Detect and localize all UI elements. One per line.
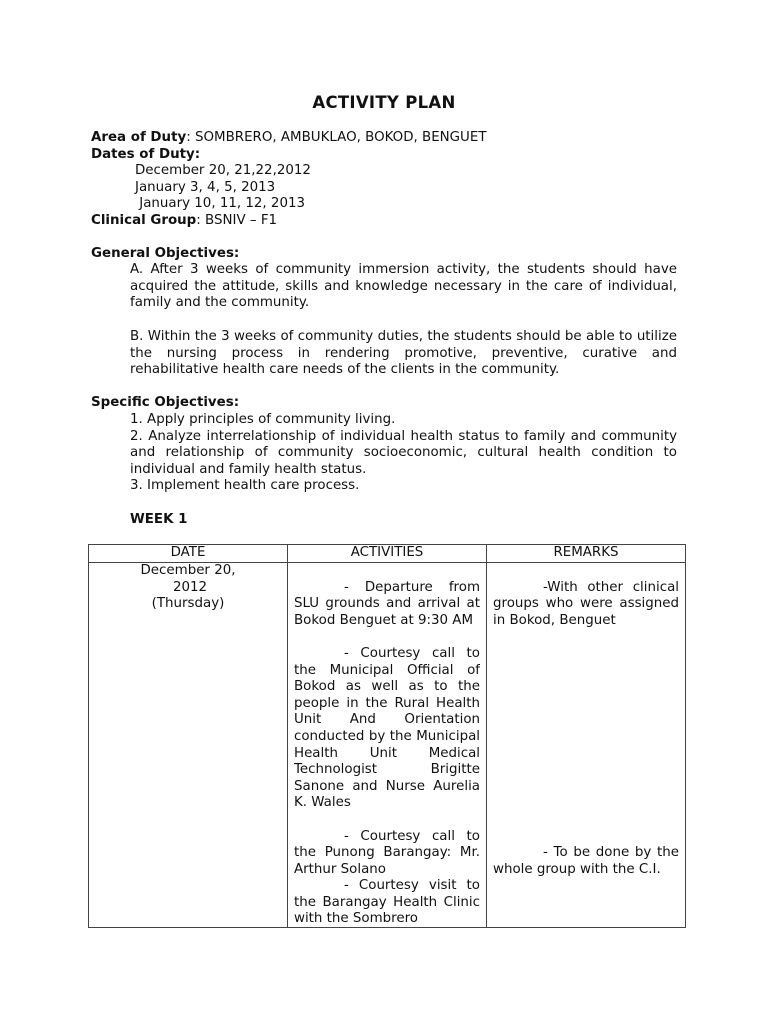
date-item: January 3, 4, 5, 2013 (135, 179, 276, 195)
activities-cell (288, 563, 487, 928)
dates-list (135, 163, 311, 213)
specific-objectives-label: Specific Objectives: (91, 395, 240, 410)
activity-item: - Courtesy call to the Municipal Official of Bokod as well as to the people in the Rural Health Unit And Orientation conducted by the Municipal Health Unit Medical Technologist Brigitte Sanone and Nurse Aurelia K. Wales (294, 645, 480, 811)
activity-item: - Courtesy call to the Punong Barangay: Mr. Arthur Solano (294, 828, 480, 877)
general-objectives-label: General Objectives: (91, 246, 240, 261)
dates-label: Dates of Duty: (91, 147, 201, 162)
date-line: 2012 (173, 579, 208, 595)
header-remarks: REMARKS (487, 545, 686, 563)
group-label: Clinical Group (91, 213, 197, 228)
specific-objectives-list (130, 412, 677, 495)
activity-table (88, 544, 686, 928)
remark-item: - To be done by the whole group with the C.I. (493, 845, 679, 877)
header-activities: ACTIVITIES (288, 545, 487, 563)
table-row (89, 563, 686, 928)
general-objective-b: B. Within the 3 weeks of community duties, the students should be able to utilize the nursing process in rendering promotive, preventive, curative and rehabilitative health care needs of the clients in the community. (130, 329, 677, 378)
remark-item: -With other clinical groups who were assigned in Bokod, Benguet (493, 579, 679, 628)
date-item: January 10, 11, 12, 2013 (135, 196, 306, 212)
date-item: December 20, 21,22,2012 (135, 163, 311, 178)
week-heading: WEEK 1 (130, 512, 188, 527)
area-value: : SOMBRERO, AMBUKLAO, BOKOD, BENGUET (186, 130, 487, 145)
date-cell (89, 563, 288, 928)
general-objective-a: A. After 3 weeks of community immersion activity, the students should have acquired the attitude, skills and knowledge necessary in the care of individual, family and the community. (130, 262, 677, 311)
specific-objective: 3. Implement health care process. (130, 478, 360, 494)
group-value: : BSNIV – F1 (196, 213, 278, 228)
page-title: ACTIVITY PLAN (312, 93, 456, 112)
header-date: DATE (89, 545, 288, 563)
remarks-cell (487, 563, 686, 928)
area-of-duty (91, 130, 691, 147)
specific-objective: 1. Apply principles of community living. (130, 412, 396, 427)
activity-item: - Courtesy visit to the Barangay Health Clinic with the Sombrero (294, 878, 480, 927)
area-label: Area of Duty (91, 130, 187, 145)
table-header-row (89, 545, 686, 563)
date-line: December 20, (140, 563, 236, 578)
date-line: (Thursday) (151, 596, 225, 612)
clinical-group (91, 213, 691, 230)
activity-item: - Departure from SLU grounds and arrival at Bokod Benguet at 9:30 AM (294, 579, 480, 628)
specific-objective: 2. Analyze interrelationship of individual health status to family and community and relationship of community socioeconomic, cultural health condition to individual and family health status. (130, 428, 677, 477)
